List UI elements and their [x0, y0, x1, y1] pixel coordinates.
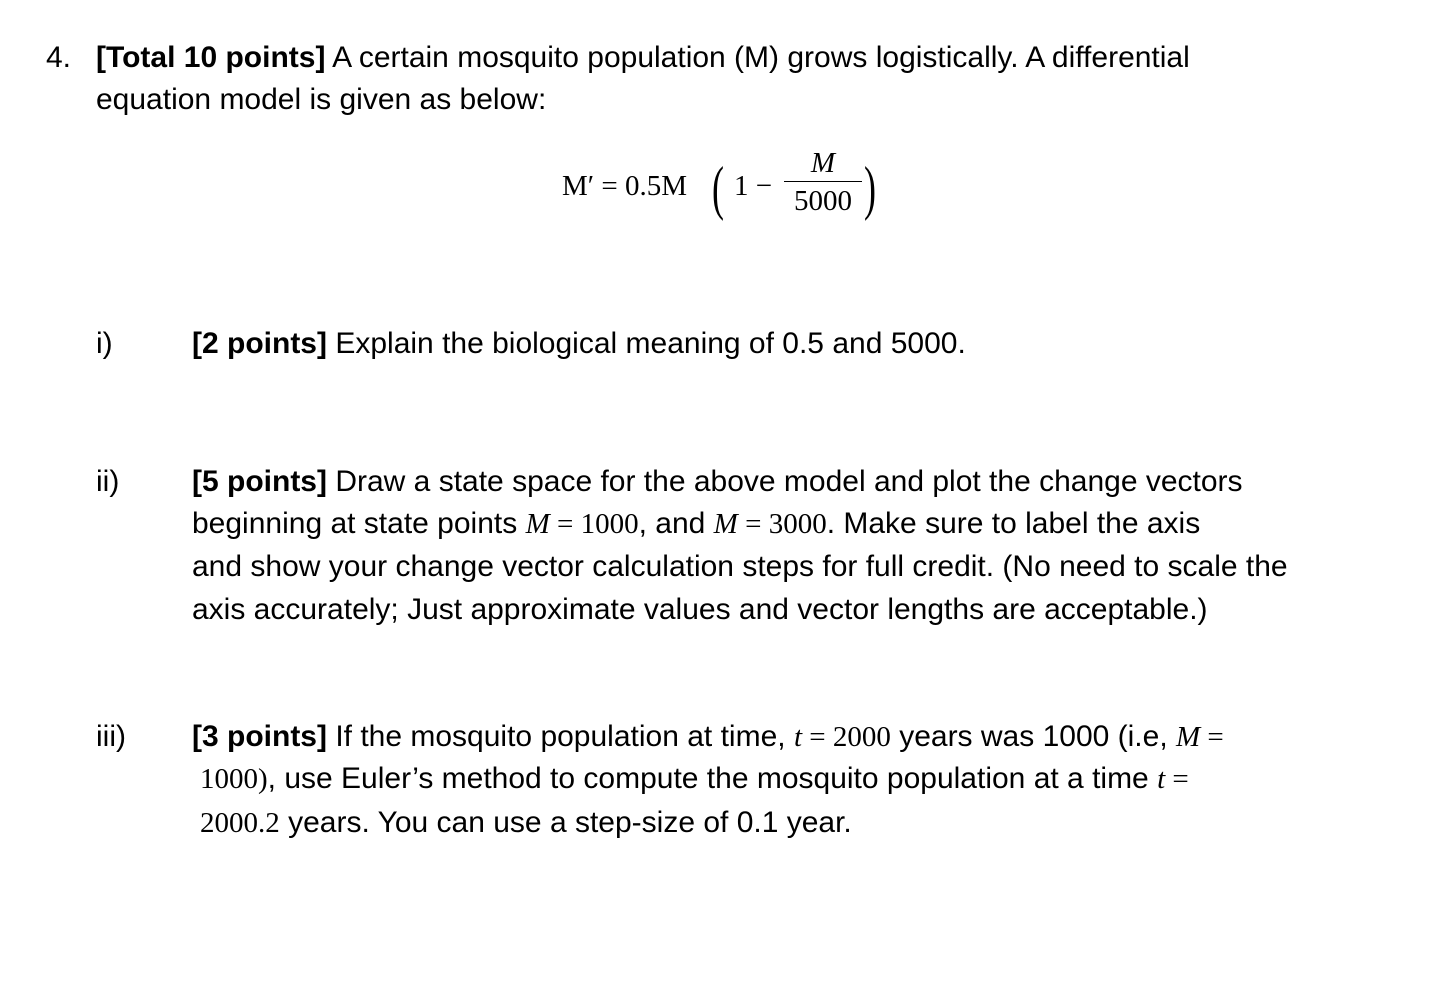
part-i-label: i): [96, 327, 113, 360]
part-iii-label: iii): [96, 720, 126, 753]
part-ii-line2: beginning at state points M = 1000, and M = 3000. Make sure to label the axis: [192, 507, 1201, 540]
equation-open-paren: (: [711, 155, 724, 221]
equation-one-minus: 1 −: [734, 170, 773, 202]
part-ii-line4: axis accurately; Just approximate values and vector lengths are acceptable.): [192, 593, 1208, 626]
question-intro-line2: equation model is given as below:: [96, 83, 547, 116]
part-i-text: [2 points] Explain the biological meaning of 0.5 and 5000.: [192, 327, 966, 360]
question-number: 4.: [46, 41, 72, 74]
part-iii-line1: [3 points] If the mosquito population at time, t = 2000 years was 1000 (i.e, M =: [192, 720, 1224, 753]
question-intro-line1: [Total 10 points] A certain mosquito population (M) grows logistically. A differential: [96, 41, 1190, 74]
part-ii-points: [5 points]: [192, 465, 327, 498]
part-i-points: [2 points]: [192, 327, 327, 360]
equation-lhs: M′ = 0.5M: [562, 170, 688, 202]
part-ii-line1: [5 points] Draw a state space for the above model and plot the change vectors: [192, 465, 1243, 498]
part-iii-line2: 1000), use Euler’s method to compute the mosquito population at a time t =: [200, 762, 1189, 795]
part-ii-label: ii): [96, 465, 120, 498]
logistic-equation: [562, 140, 892, 240]
equation-close-paren: ): [863, 155, 876, 221]
equation-fraction: [784, 146, 862, 218]
part-iii-line3: 2000.2 years. You can use a step-size of 0.1 year.: [200, 806, 852, 839]
part-iii-points: [3 points]: [192, 720, 327, 753]
question-points: [Total 10 points]: [96, 41, 326, 74]
equation-denominator: 5000: [794, 185, 852, 217]
part-ii-line3: and show your change vector calculation steps for full credit. (No need to scale the: [192, 550, 1288, 583]
equation-numerator: M: [810, 147, 836, 179]
